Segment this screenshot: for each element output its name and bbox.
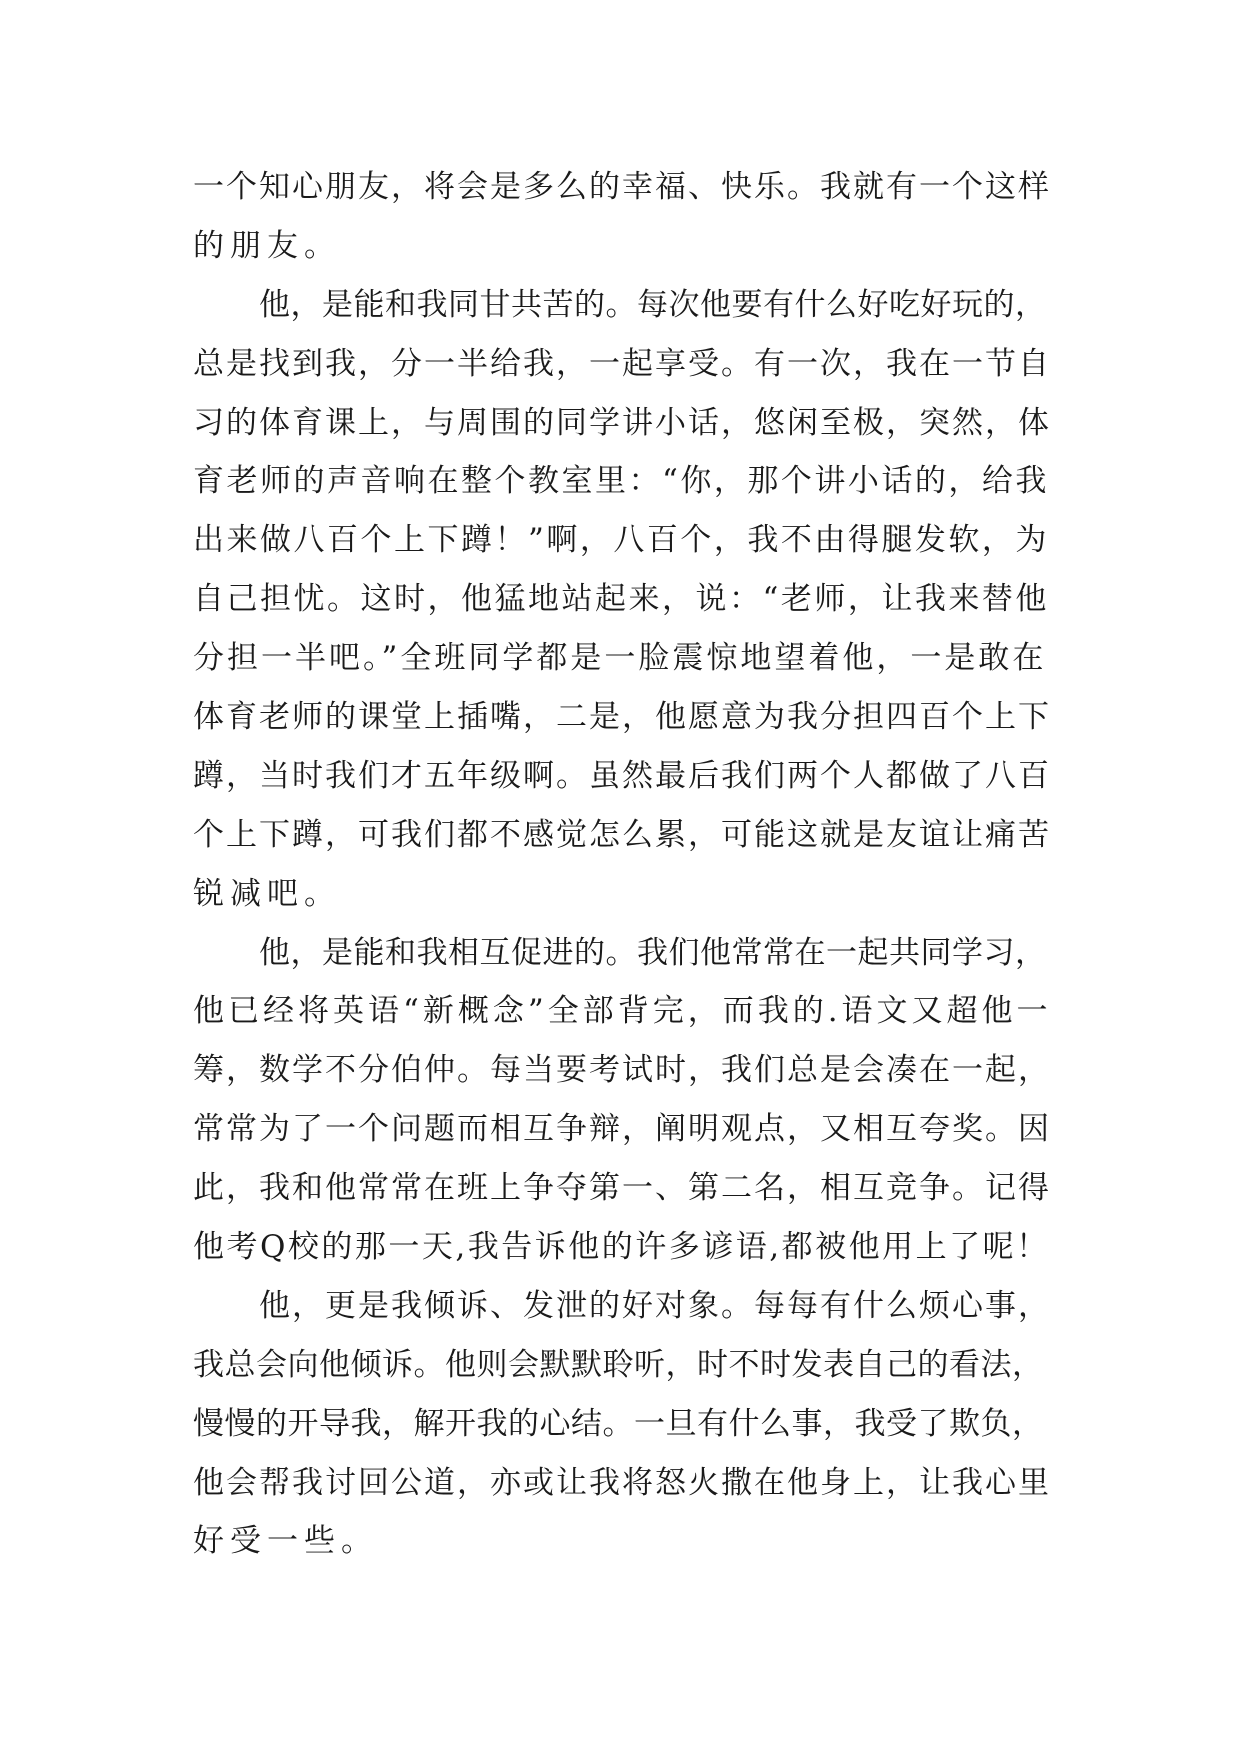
text-line: 他会帮我讨回公道，亦或让我将怒火撒在他身上，让我心里 — [193, 1464, 1051, 1501]
text-line: 他考Q校的那一天,我告诉他的许多谚语,都被他用上了呢！ — [193, 1229, 1050, 1266]
text-line: 习的体育课上，与周围的同学讲小话，悠闲至极，突然，体 — [193, 404, 1051, 441]
text-line: 体育老师的课堂上插嘴，二是，他愿意为我分担四百个上下 — [193, 699, 1051, 736]
text-line: 他，更是我倾诉、发泄的好对象。每每有什么烦心事， — [259, 1287, 1051, 1324]
text-line: 出来做八百个上下蹲！”啊，八百个，我不由得腿发软，为 — [193, 522, 1049, 559]
text-line: 一个知心朋友，将会是多么的幸福、快乐。我就有一个这样 — [193, 169, 1051, 205]
text-line: 分担一半吧。”全班同学都是一脸震惊地望着他，一是敢在 — [193, 640, 1047, 677]
text-line: 个上下蹲，可我们都不感觉怎么累，可能这就是友谊让痛苦 — [193, 816, 1051, 853]
text-line: 筹，数学不分伯仲。每当要考试时，我们总是会凑在一起， — [193, 1052, 1051, 1089]
text-line: 自己担忧。这时，他猛地站起来，说：“老师，让我来替他 — [193, 581, 1049, 618]
text-line: 好受一些。 — [193, 1523, 378, 1560]
text-line: 他，是能和我同甘共苦的。每次他要有什么好吃好玩的， — [259, 286, 1047, 323]
text-line: 的朋友。 — [193, 227, 341, 264]
text-line: 此，我和他常常在班上争夺第一、第二名，相互竞争。记得 — [193, 1170, 1051, 1207]
text-line: 他已经将英语“新概念”全部背完，而我的.语文又超他一 — [193, 993, 1052, 1030]
text-line: 慢慢的开导我，解开我的心结。一旦有什么事，我受了欺负， — [193, 1405, 1044, 1442]
text-line: 锐减吧。 — [193, 875, 341, 912]
text-line: 他，是能和我相互促进的。我们他常常在一起共同学习， — [259, 934, 1047, 971]
text-line: 我总会向他倾诉。他则会默默聆听，时不时发表自己的看法， — [193, 1346, 1044, 1383]
document-body — [193, 158, 1053, 1571]
text-line: 总是找到我，分一半给我，一起享受。有一次，我在一节自 — [193, 345, 1051, 382]
text-line: 蹲，当时我们才五年级啊。虽然最后我们两个人都做了八百 — [193, 757, 1051, 794]
text-line: 育老师的声音响在整个教室里：“你，那个讲小话的，给我 — [193, 463, 1049, 500]
text-line: 常常为了一个问题而相互争辩，阐明观点，又相互夸奖。因 — [193, 1111, 1051, 1148]
